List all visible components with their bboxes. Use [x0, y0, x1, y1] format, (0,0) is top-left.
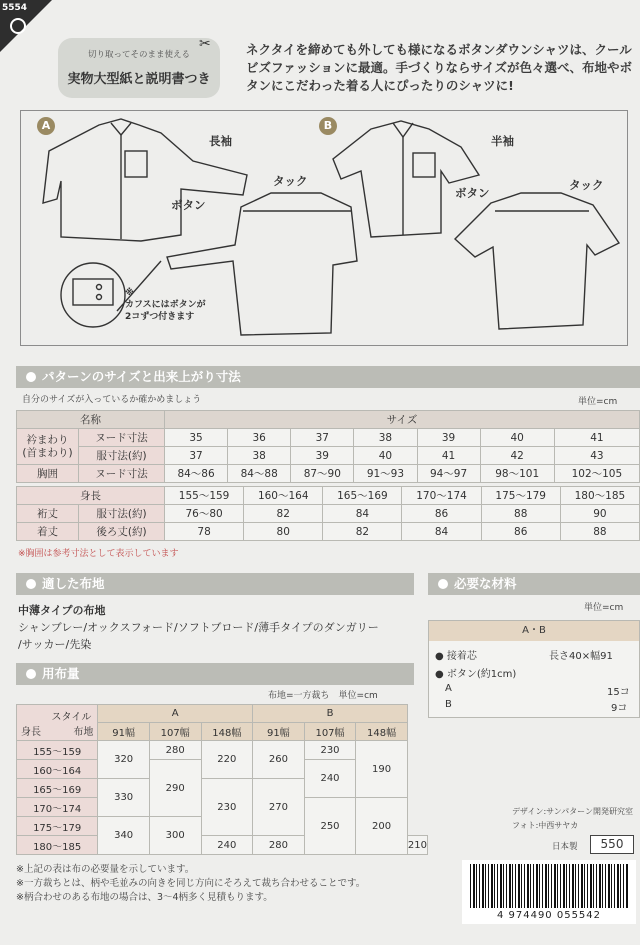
table-cell: 80 — [244, 523, 323, 541]
materials-table — [428, 620, 640, 718]
fabric-header: 布地 — [73, 726, 94, 738]
barcode-number: 4 974490 055542 — [496, 910, 602, 921]
made-in-japan: 日本製 — [552, 842, 578, 852]
neck-nude-label: ヌード寸法 — [79, 429, 165, 447]
table-cell: 87〜90 — [291, 465, 354, 483]
yardage-table — [16, 704, 428, 855]
table-cell: 210 — [407, 836, 427, 855]
material-b-label: B — [445, 699, 452, 710]
height-row-label: 175〜179 — [17, 817, 98, 836]
table-cell: 37 — [291, 429, 354, 447]
table-cell: 270 — [253, 779, 305, 836]
table-cell: 280 — [149, 741, 201, 760]
length-sub: 後ろ丈(約) — [79, 523, 165, 541]
table-cell: 170〜174 — [402, 487, 481, 505]
yardage-footnotes — [16, 863, 365, 905]
table-cell: 88 — [560, 523, 639, 541]
height-row-label: 165〜169 — [17, 779, 98, 798]
table-cell: 76〜80 — [165, 505, 244, 523]
table-cell: 41 — [554, 429, 639, 447]
table-cell: 180〜185 — [560, 487, 639, 505]
fabric-list-2: /サッカー/先染 — [18, 638, 92, 651]
cuff-note: ※ カフスにはボタンが 2コずつ付きます — [125, 288, 206, 322]
tuck-label-b: タック — [569, 178, 604, 192]
style-header: スタイル — [51, 711, 92, 723]
interfacing-text: 接着芯 — [446, 651, 477, 662]
size-footnote: ※胸囲は参考寸法として表示しています — [18, 549, 179, 559]
fabric-section-title: 適した布地 — [16, 573, 414, 595]
table-cell: 40 — [354, 447, 417, 465]
style-height-header — [17, 705, 98, 741]
table-cell: 82 — [323, 523, 402, 541]
table-cell: 165〜169 — [323, 487, 402, 505]
width-header: 91幅 — [253, 723, 305, 741]
shirt-illustration — [20, 110, 628, 346]
table-cell: 88 — [481, 505, 560, 523]
style-a-marker: A — [37, 117, 55, 135]
yardage-footnote: ※一方裁ちとは、柄や毛並みの向きを同じ方向にそろえて裁ち合わせることです。 — [16, 878, 366, 889]
materials-header: A・B — [429, 621, 639, 641]
table-cell: 39 — [417, 429, 480, 447]
table-cell: 240 — [201, 836, 253, 855]
width-header: 107幅 — [304, 723, 356, 741]
table-cell: 250 — [304, 798, 356, 855]
interfacing-value: 長さ40×幅91 — [549, 651, 613, 662]
design-credit: デザイン:サンパターン開発研究室 — [512, 807, 634, 816]
badge-line2: 実物大型紙と説明書つき — [67, 72, 211, 87]
scissors-icon: ✂ — [199, 36, 211, 52]
barcode-bars — [470, 864, 628, 908]
table-cell: 86 — [481, 523, 560, 541]
table-cell: 39 — [291, 447, 354, 465]
fabric-list-1: シャンブレー/オックスフォード/ソフトブロード/薄手タイプのダンガリー — [18, 621, 379, 634]
yardage-note: 布地=一方裁ち 単位=cm — [268, 691, 378, 701]
product-code: 5554 — [2, 3, 28, 13]
size-section-title: パターンのサイズと出来上がり寸法 — [16, 366, 640, 388]
pattern-badge — [58, 38, 220, 98]
style-b-header: B — [253, 705, 408, 723]
style-b-marker: B — [319, 117, 337, 135]
table-cell: 35 — [165, 429, 228, 447]
width-header: 91幅 — [98, 723, 150, 741]
table-cell: 43 — [554, 447, 639, 465]
table-cell: 40 — [480, 429, 554, 447]
size-note: 自分のサイズが入っているか確かめましょう — [22, 395, 202, 405]
chest-label: 胸囲 — [17, 465, 79, 483]
table-cell: 38 — [354, 429, 417, 447]
button-material-label: ● ボタン(約1cm) — [435, 669, 517, 680]
table-cell: 37 — [165, 447, 228, 465]
style-a-header: A — [98, 705, 253, 723]
long-sleeve-label: 長袖 — [209, 134, 232, 148]
table-cell: 42 — [480, 447, 554, 465]
chest-nude-label: ヌード寸法 — [79, 465, 165, 483]
table-cell: 200 — [356, 798, 408, 855]
table-cell: 84 — [323, 505, 402, 523]
table-cell: 230 — [201, 779, 253, 836]
neck-garment-label: 服寸法(約) — [79, 447, 165, 465]
size-table — [16, 410, 640, 483]
table-cell: 320 — [98, 741, 150, 779]
photo-credit: フォト:中西サヤカ — [512, 821, 579, 830]
table-cell: 84 — [402, 523, 481, 541]
table-cell: 84〜88 — [228, 465, 291, 483]
height-label: 身長 — [17, 487, 165, 505]
width-header: 148幅 — [356, 723, 408, 741]
table-cell: 290 — [149, 760, 201, 817]
brand-logo-icon — [10, 18, 26, 34]
material-b-value: 9コ — [611, 703, 628, 714]
material-a-value: 15コ — [607, 687, 630, 698]
length-label: 着丈 — [17, 523, 79, 541]
price-box: 550 — [590, 835, 634, 854]
width-header: 148幅 — [201, 723, 253, 741]
badge-line1: 切り取ってそのまま使える — [87, 50, 190, 60]
short-sleeve-label: 半袖 — [491, 134, 514, 148]
table-cell: 82 — [244, 505, 323, 523]
tuck-label-a: タック — [273, 174, 308, 188]
table-cell: 240 — [304, 760, 356, 798]
fabric-subtitle: 中薄タイプの布地 — [18, 604, 106, 617]
table-cell: 330 — [98, 779, 150, 817]
height-row-label: 170〜174 — [17, 798, 98, 817]
height-row-label: 180〜185 — [17, 836, 98, 855]
table-cell: 86 — [402, 505, 481, 523]
intro-text: ネクタイを締めても外しても様になるボタンダウンシャツは、クールビズファッションに最適。手づくりならサイズが色々選べ、布地やボタンにこだわった着る人にぴったりのシャツに! — [246, 42, 633, 93]
sleeve-sub: 服寸法(約) — [79, 505, 165, 523]
name-header: 名称 — [17, 411, 165, 429]
table-cell: 190 — [356, 741, 408, 798]
size-header: サイズ — [165, 411, 640, 429]
height-row-label: 160〜164 — [17, 760, 98, 779]
size-unit: 単位=cm — [578, 397, 618, 407]
table-cell: 155〜159 — [165, 487, 244, 505]
table-cell: 38 — [228, 447, 291, 465]
yardage-footnote: ※上記の表は布の必要量を示しています。 — [16, 864, 195, 875]
table-cell: 102〜105 — [554, 465, 639, 483]
table-cell: 94〜97 — [417, 465, 480, 483]
button-label-a: ボタン — [171, 198, 206, 212]
table-cell: 175〜179 — [481, 487, 560, 505]
table-cell: 160〜164 — [244, 487, 323, 505]
table-cell: 220 — [201, 741, 253, 779]
table-cell: 41 — [417, 447, 480, 465]
table-cell: 78 — [165, 523, 244, 541]
sleeve-label: 裄丈 — [17, 505, 79, 523]
neck-label: 衿まわり (首まわり) — [17, 429, 79, 465]
yardage-footnote: ※柄合わせのある布地の場合は、3〜4柄多く見積もります。 — [16, 892, 273, 903]
size-table-lower — [16, 486, 640, 541]
table-cell: 84〜86 — [165, 465, 228, 483]
height-header: 身長 — [21, 726, 41, 738]
barcode — [462, 860, 636, 924]
button-label-b: ボタン — [455, 186, 490, 200]
table-cell: 90 — [560, 505, 639, 523]
table-cell: 300 — [149, 817, 201, 855]
table-cell: 260 — [253, 741, 305, 779]
table-cell: 91〜93 — [354, 465, 417, 483]
shirt-drawings — [21, 111, 627, 344]
table-cell: 340 — [98, 817, 150, 855]
interfacing-label: ● 接着芯 — [435, 651, 477, 662]
table-cell: 36 — [228, 429, 291, 447]
height-row-label: 155〜159 — [17, 741, 98, 760]
table-cell: 230 — [304, 741, 356, 760]
material-a-label: A — [445, 683, 452, 694]
materials-unit: 単位=cm — [584, 603, 624, 613]
table-cell: 98〜101 — [480, 465, 554, 483]
width-header: 107幅 — [149, 723, 201, 741]
yardage-section-title: 用布量 — [16, 663, 414, 685]
table-cell: 280 — [253, 836, 305, 855]
button-material-text: ボタン(約1cm) — [446, 669, 517, 680]
materials-section-title: 必要な材料 — [428, 573, 640, 595]
